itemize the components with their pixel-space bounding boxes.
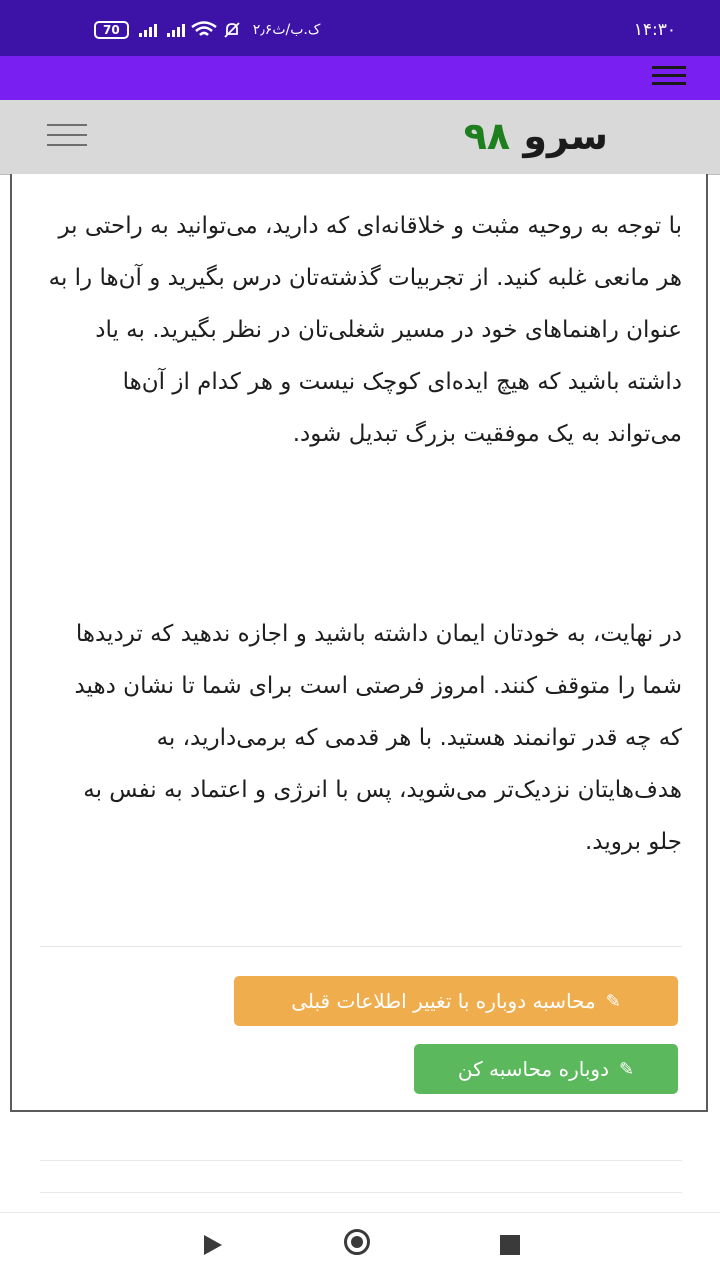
signal-strength-icon-2 bbox=[167, 23, 185, 37]
recalculate-with-changes-label: محاسبه دوباره با تغییر اطلاعات قبلی bbox=[291, 989, 596, 1013]
result-card bbox=[10, 174, 708, 1112]
logo-number: ۹۸ bbox=[463, 114, 511, 158]
pencil-icon: ✎ bbox=[618, 1058, 635, 1080]
bell-muted-icon bbox=[223, 21, 241, 39]
section-separator-2 bbox=[40, 1192, 682, 1193]
card-divider bbox=[40, 946, 682, 947]
nav-home-icon[interactable] bbox=[344, 1229, 370, 1255]
nav-recent-apps-icon[interactable] bbox=[500, 1235, 520, 1255]
status-time: ۱۴:۳۰ bbox=[633, 20, 676, 40]
logo-word: سرو bbox=[523, 114, 608, 158]
status-icons bbox=[94, 19, 320, 41]
recalculate-button[interactable] bbox=[414, 1044, 678, 1094]
nav-back-icon[interactable] bbox=[204, 1235, 222, 1255]
battery-icon: 70 bbox=[94, 21, 129, 39]
app-bar bbox=[0, 56, 720, 100]
site-header bbox=[0, 100, 720, 175]
system-nav-bar bbox=[0, 1212, 720, 1281]
wifi-icon bbox=[191, 21, 217, 39]
recalculate-label: دوباره محاسبه کن bbox=[457, 1057, 609, 1081]
section-separator bbox=[40, 1160, 682, 1161]
status-bar bbox=[0, 0, 720, 56]
data-speed: ۲٫۶ک.ب/ث bbox=[252, 22, 321, 38]
app-menu-icon[interactable] bbox=[652, 66, 686, 88]
recalculate-with-changes-button[interactable] bbox=[234, 976, 678, 1026]
signal-strength-icon bbox=[139, 23, 157, 37]
result-paragraph-2: در نهایت، به خودتان ایمان داشته باشید و اجازه ندهید که تردیدها شما را متوقف کنند. امروز فرصتی است برای شما تا نشان دهید که چه قدر توانمند هستید. با هر قدمی که برمی‌دارید، به هدف‌هایتان نزدیک‌تر می‌شوید، پس با انرژی و اعتماد به نفس به جلو بروید. bbox=[74, 621, 682, 855]
site-menu-icon[interactable] bbox=[47, 124, 87, 148]
site-logo[interactable] bbox=[464, 114, 608, 158]
pencil-icon: ✎ bbox=[605, 990, 621, 1012]
result-paragraph-1: با توجه به روحیه مثبت و خلاقانه‌ای که دارید، می‌توانید به راحتی بر هر مانعی غلبه کنید. از تجربیات گذشته‌تان درس بگیرید و آن‌ها را به عنوان راهنماهای خود در مسیر شغلی‌تان در نظر بگیرید. به یاد داشته باشید که هیچ ایده‌ای کوچک نیست و هر کدام از آن‌ها می‌تواند به یک موفقیت بزرگ تبدیل شود. bbox=[48, 213, 682, 447]
